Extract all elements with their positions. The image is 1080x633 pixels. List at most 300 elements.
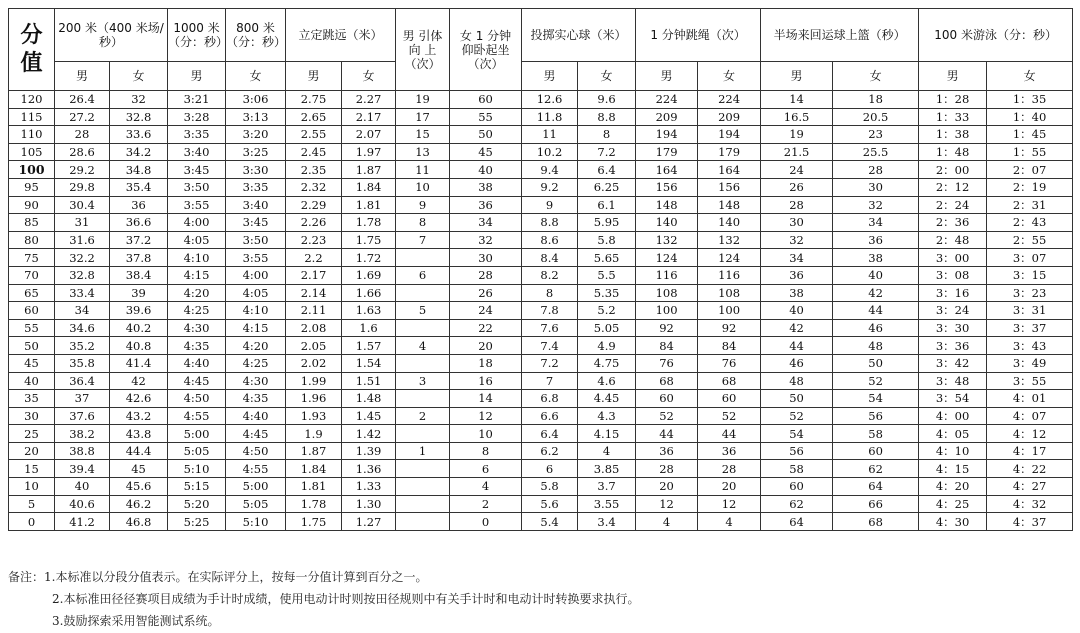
table-cell: 5:15 (168, 478, 226, 496)
table-cell: 4:40 (168, 354, 226, 372)
header-male: 男 (168, 62, 226, 91)
table-cell: 36 (698, 442, 761, 460)
header-female: 女 (110, 62, 168, 91)
table-cell: 10 (396, 178, 450, 196)
table-cell: 2：07 (987, 161, 1073, 179)
score-cell: 30 (9, 407, 55, 425)
table-cell: 124 (698, 249, 761, 267)
table-cell: 100 (636, 302, 698, 320)
table-cell: 1：28 (919, 91, 987, 109)
table-cell: 1.84 (342, 178, 396, 196)
table-cell: 12 (450, 407, 522, 425)
table-cell: 1.45 (342, 407, 396, 425)
table-cell: 4:25 (226, 354, 286, 372)
table-cell: 36 (833, 231, 919, 249)
table-cell: 32.8 (55, 266, 110, 284)
header-rope-skipping: 1 分钟跳绳（次） (636, 9, 761, 62)
header-pullup: 男 引体 向 上（次） (396, 9, 450, 91)
table-cell: 9 (396, 196, 450, 214)
table-cell: 4.75 (578, 354, 636, 372)
table-cell: 38 (833, 249, 919, 267)
score-cell: 115 (9, 108, 55, 126)
table-cell: 40 (55, 478, 110, 496)
score-cell: 80 (9, 231, 55, 249)
table-cell: 1.57 (342, 337, 396, 355)
table-cell: 64 (761, 513, 833, 531)
table-cell: 9.6 (578, 91, 636, 109)
table-cell: 18 (450, 354, 522, 372)
table-cell: 2：31 (987, 196, 1073, 214)
table-cell: 38.4 (110, 266, 168, 284)
table-cell: 3：43 (987, 337, 1073, 355)
score-cell: 65 (9, 284, 55, 302)
table-cell: 34.8 (110, 161, 168, 179)
score-cell: 100 (9, 161, 55, 179)
table-cell: 7 (522, 372, 578, 390)
table-cell: 140 (636, 214, 698, 232)
table-cell: 36 (450, 196, 522, 214)
header-1000m: 1000 米（分：秒） (168, 9, 226, 62)
table-cell: 4 (578, 442, 636, 460)
table-cell: 4：01 (987, 390, 1073, 408)
table-cell (396, 478, 450, 496)
table-cell: 4:05 (168, 231, 226, 249)
table-cell: 37.2 (110, 231, 168, 249)
table-cell: 3：36 (919, 337, 987, 355)
table-cell: 45.6 (110, 478, 168, 496)
table-cell: 148 (698, 196, 761, 214)
table-cell: 4:10 (226, 302, 286, 320)
score-cell: 110 (9, 126, 55, 144)
table-cell: 8.8 (522, 214, 578, 232)
table-cell: 15 (396, 126, 450, 144)
table-cell: 3:13 (226, 108, 286, 126)
table-cell: 29.2 (55, 161, 110, 179)
table-cell (396, 319, 450, 337)
table-cell: 5.8 (578, 231, 636, 249)
table-cell: 26 (450, 284, 522, 302)
table-cell: 6 (522, 460, 578, 478)
table-cell: 28 (450, 266, 522, 284)
table-cell: 43.8 (110, 425, 168, 443)
table-cell: 92 (636, 319, 698, 337)
table-cell: 1.48 (342, 390, 396, 408)
table-cell: 7 (396, 231, 450, 249)
header-situp: 女 1 分钟仰卧起坐（次） (450, 9, 522, 91)
header-200m: 200 米（400 米场/秒） (55, 9, 168, 62)
table-cell: 2.23 (286, 231, 342, 249)
table-row (9, 407, 1073, 425)
table-cell: 1.97 (342, 143, 396, 161)
table-cell: 1.87 (342, 161, 396, 179)
table-cell: 5.35 (578, 284, 636, 302)
score-table-container (8, 8, 1072, 531)
table-cell: 58 (761, 460, 833, 478)
table-cell: 18 (833, 91, 919, 109)
table-cell: 30 (833, 178, 919, 196)
table-cell: 4:45 (168, 372, 226, 390)
table-cell: 5:20 (168, 495, 226, 513)
table-cell: 50 (450, 126, 522, 144)
score-cell: 20 (9, 442, 55, 460)
table-cell: 4:55 (168, 407, 226, 425)
table-cell: 3.7 (578, 478, 636, 496)
table-cell: 52 (761, 407, 833, 425)
table-cell: 2.32 (286, 178, 342, 196)
table-cell: 179 (698, 143, 761, 161)
notes (8, 566, 639, 632)
header-male: 男 (55, 62, 110, 91)
table-cell: 19 (396, 91, 450, 109)
table-row (9, 196, 1073, 214)
table-cell: 3：31 (987, 302, 1073, 320)
table-cell: 5.6 (522, 495, 578, 513)
table-cell: 3:50 (226, 231, 286, 249)
table-cell: 4：05 (919, 425, 987, 443)
table-cell: 6 (450, 460, 522, 478)
table-row (9, 108, 1073, 126)
score-cell: 50 (9, 337, 55, 355)
table-cell: 6 (396, 266, 450, 284)
table-cell: 45 (110, 460, 168, 478)
table-cell: 2.2 (286, 249, 342, 267)
header-female: 女 (833, 62, 919, 91)
table-cell: 3 (396, 372, 450, 390)
score-cell: 60 (9, 302, 55, 320)
table-cell: 164 (698, 161, 761, 179)
table-cell: 1：48 (919, 143, 987, 161)
table-cell: 2.55 (286, 126, 342, 144)
header-standing-jump: 立定跳远（米） (286, 9, 396, 62)
table-cell: 2：24 (919, 196, 987, 214)
table-cell: 10.2 (522, 143, 578, 161)
table-cell: 1.9 (286, 425, 342, 443)
table-cell: 17 (396, 108, 450, 126)
score-cell: 40 (9, 372, 55, 390)
table-cell: 5.8 (522, 478, 578, 496)
table-cell: 32.8 (110, 108, 168, 126)
header-basketball: 半场来回运球上篮（秒） (761, 9, 919, 62)
table-cell: 4:15 (226, 319, 286, 337)
table-cell: 2.75 (286, 91, 342, 109)
table-body (9, 91, 1073, 531)
table-cell: 3：49 (987, 354, 1073, 372)
table-cell: 4:05 (226, 284, 286, 302)
table-cell: 32 (761, 231, 833, 249)
table-cell: 84 (698, 337, 761, 355)
table-cell: 1：55 (987, 143, 1073, 161)
table-cell: 2.45 (286, 143, 342, 161)
table-cell: 6.8 (522, 390, 578, 408)
table-cell: 1.72 (342, 249, 396, 267)
table-cell: 32.2 (55, 249, 110, 267)
table-cell: 28 (761, 196, 833, 214)
table-cell (396, 495, 450, 513)
table-cell: 5.2 (578, 302, 636, 320)
table-cell: 40 (833, 266, 919, 284)
table-cell: 42 (110, 372, 168, 390)
table-cell: 1：35 (987, 91, 1073, 109)
table-cell: 52 (698, 407, 761, 425)
table-cell: 2.26 (286, 214, 342, 232)
table-cell: 3.4 (578, 513, 636, 531)
table-cell: 2：55 (987, 231, 1073, 249)
table-cell: 4：10 (919, 442, 987, 460)
table-cell: 3:20 (226, 126, 286, 144)
table-row (9, 266, 1073, 284)
header-medicine-ball: 投掷实心球（米） (522, 9, 636, 62)
table-cell: 5.65 (578, 249, 636, 267)
table-cell: 3:45 (226, 214, 286, 232)
table-cell: 4:15 (168, 266, 226, 284)
table-cell: 140 (698, 214, 761, 232)
table-cell: 68 (636, 372, 698, 390)
table-cell: 16 (450, 372, 522, 390)
table-cell: 34 (55, 302, 110, 320)
table-cell: 3:35 (226, 178, 286, 196)
score-cell: 95 (9, 178, 55, 196)
table-cell: 4:35 (168, 337, 226, 355)
score-cell: 5 (9, 495, 55, 513)
table-cell: 25.5 (833, 143, 919, 161)
table-cell: 2：36 (919, 214, 987, 232)
table-cell: 60 (698, 390, 761, 408)
table-cell: 8.6 (522, 231, 578, 249)
table-cell: 108 (636, 284, 698, 302)
table-cell: 3:28 (168, 108, 226, 126)
table-cell: 58 (833, 425, 919, 443)
table-cell: 4:45 (226, 425, 286, 443)
table-cell: 32 (110, 91, 168, 109)
table-cell: 1.6 (342, 319, 396, 337)
table-cell: 116 (698, 266, 761, 284)
header-male: 男 (636, 62, 698, 91)
table-row (9, 460, 1073, 478)
table-cell: 3:40 (168, 143, 226, 161)
table-cell: 46 (761, 354, 833, 372)
table-row (9, 390, 1073, 408)
table-cell: 9.4 (522, 161, 578, 179)
table-cell (396, 390, 450, 408)
table-cell: 2.11 (286, 302, 342, 320)
table-cell: 29.8 (55, 178, 110, 196)
table-cell: 1.93 (286, 407, 342, 425)
table-row (9, 442, 1073, 460)
table-cell: 46.2 (110, 495, 168, 513)
table-cell: 10 (450, 425, 522, 443)
table-cell: 44 (698, 425, 761, 443)
table-cell: 62 (833, 460, 919, 478)
table-row (9, 249, 1073, 267)
table-cell: 8 (450, 442, 522, 460)
table-cell: 12 (698, 495, 761, 513)
table-cell: 5:00 (168, 425, 226, 443)
table-cell: 4 (636, 513, 698, 531)
table-cell: 2.27 (342, 91, 396, 109)
table-cell: 16.5 (761, 108, 833, 126)
table-row (9, 91, 1073, 109)
table-cell: 4.15 (578, 425, 636, 443)
table-cell: 40.6 (55, 495, 110, 513)
table-cell: 1.66 (342, 284, 396, 302)
table-cell: 24 (761, 161, 833, 179)
table-cell: 20.5 (833, 108, 919, 126)
table-cell: 1：40 (987, 108, 1073, 126)
table-cell: 21.5 (761, 143, 833, 161)
table-cell: 38.2 (55, 425, 110, 443)
table-cell: 20 (636, 478, 698, 496)
table-cell: 1 (396, 442, 450, 460)
table-cell: 9 (522, 196, 578, 214)
table-cell: 2.05 (286, 337, 342, 355)
header-female: 女 (987, 62, 1073, 91)
table-cell: 12 (636, 495, 698, 513)
table-cell: 34 (761, 249, 833, 267)
table-cell: 209 (698, 108, 761, 126)
table-cell: 60 (450, 91, 522, 109)
table-cell: 1.51 (342, 372, 396, 390)
table-cell: 3：00 (919, 249, 987, 267)
table-cell: 33.6 (110, 126, 168, 144)
table-cell: 2.07 (342, 126, 396, 144)
table-cell: 3:06 (226, 91, 286, 109)
header-male: 男 (522, 62, 578, 91)
table-cell: 224 (636, 91, 698, 109)
table-cell: 20 (450, 337, 522, 355)
table-cell: 5.4 (522, 513, 578, 531)
table-cell: 1.63 (342, 302, 396, 320)
table-cell: 44 (636, 425, 698, 443)
score-cell: 120 (9, 91, 55, 109)
table-cell: 4:10 (168, 249, 226, 267)
table-cell: 1.78 (286, 495, 342, 513)
table-cell: 8 (522, 284, 578, 302)
table-cell: 1.75 (286, 513, 342, 531)
table-cell: 3:35 (168, 126, 226, 144)
table-cell: 4:40 (226, 407, 286, 425)
table-row (9, 478, 1073, 496)
table-cell: 40.2 (110, 319, 168, 337)
table-cell: 3：07 (987, 249, 1073, 267)
table-cell: 34 (450, 214, 522, 232)
table-cell: 66 (833, 495, 919, 513)
table-cell: 42.6 (110, 390, 168, 408)
table-cell: 124 (636, 249, 698, 267)
table-cell: 46 (833, 319, 919, 337)
table-cell: 37 (55, 390, 110, 408)
table-cell: 33.4 (55, 284, 110, 302)
table-cell: 60 (761, 478, 833, 496)
note-line: 3.鼓励探索采用智能测试系统。 (52, 614, 220, 628)
table-cell: 4：30 (919, 513, 987, 531)
table-cell: 5 (396, 302, 450, 320)
table-cell: 2.65 (286, 108, 342, 126)
table-cell: 42 (761, 319, 833, 337)
table-cell: 39.6 (110, 302, 168, 320)
table-cell: 34.6 (55, 319, 110, 337)
table-cell: 35.4 (110, 178, 168, 196)
table-cell: 3:21 (168, 91, 226, 109)
table-cell: 4：32 (987, 495, 1073, 513)
table-cell: 1.54 (342, 354, 396, 372)
table-cell: 1.87 (286, 442, 342, 460)
table-cell: 2.08 (286, 319, 342, 337)
table-cell: 4：27 (987, 478, 1073, 496)
table-cell: 3：16 (919, 284, 987, 302)
table-cell: 2.35 (286, 161, 342, 179)
table-cell: 56 (833, 407, 919, 425)
table-cell: 4：07 (987, 407, 1073, 425)
table-cell: 3:55 (226, 249, 286, 267)
table-cell: 68 (833, 513, 919, 531)
table-cell: 8 (578, 126, 636, 144)
table-cell: 46.8 (110, 513, 168, 531)
table-cell: 1.39 (342, 442, 396, 460)
table-cell (396, 460, 450, 478)
score-cell: 85 (9, 214, 55, 232)
score-cell: 15 (9, 460, 55, 478)
table-cell: 50 (761, 390, 833, 408)
table-cell: 14 (761, 91, 833, 109)
table-cell: 38 (761, 284, 833, 302)
table-cell: 2 (450, 495, 522, 513)
header-male: 男 (761, 62, 833, 91)
table-cell: 44 (761, 337, 833, 355)
table-cell: 4：17 (987, 442, 1073, 460)
table-cell: 2：43 (987, 214, 1073, 232)
table-cell: 38 (450, 178, 522, 196)
table-cell: 11.8 (522, 108, 578, 126)
table-cell: 4 (698, 513, 761, 531)
table-cell: 44 (833, 302, 919, 320)
table-cell: 1：38 (919, 126, 987, 144)
score-table (8, 8, 1073, 531)
table-cell: 4:30 (226, 372, 286, 390)
table-cell: 4:55 (226, 460, 286, 478)
table-cell: 11 (396, 161, 450, 179)
table-cell: 31.6 (55, 231, 110, 249)
table-cell: 28 (55, 126, 110, 144)
header-female: 女 (342, 62, 396, 91)
table-cell: 7.4 (522, 337, 578, 355)
table-cell: 3：24 (919, 302, 987, 320)
table-cell: 9.2 (522, 178, 578, 196)
table-cell: 2：19 (987, 178, 1073, 196)
table-cell: 30 (761, 214, 833, 232)
table-row (9, 214, 1073, 232)
table-row (9, 161, 1073, 179)
table-cell: 12.6 (522, 91, 578, 109)
table-cell (396, 354, 450, 372)
table-cell: 3：55 (987, 372, 1073, 390)
table-cell: 1.84 (286, 460, 342, 478)
table-cell: 4:50 (168, 390, 226, 408)
table-cell: 45 (450, 143, 522, 161)
score-cell: 90 (9, 196, 55, 214)
table-cell: 4.3 (578, 407, 636, 425)
table-cell: 4:35 (226, 390, 286, 408)
table-cell: 36.6 (110, 214, 168, 232)
table-cell: 31 (55, 214, 110, 232)
header-swimming: 100 米游泳（分：秒） (919, 9, 1073, 62)
table-cell: 4.45 (578, 390, 636, 408)
table-cell: 6.4 (522, 425, 578, 443)
table-cell: 3:45 (168, 161, 226, 179)
table-cell: 5:05 (168, 442, 226, 460)
table-cell: 3.55 (578, 495, 636, 513)
table-cell: 54 (833, 390, 919, 408)
table-cell: 3：37 (987, 319, 1073, 337)
